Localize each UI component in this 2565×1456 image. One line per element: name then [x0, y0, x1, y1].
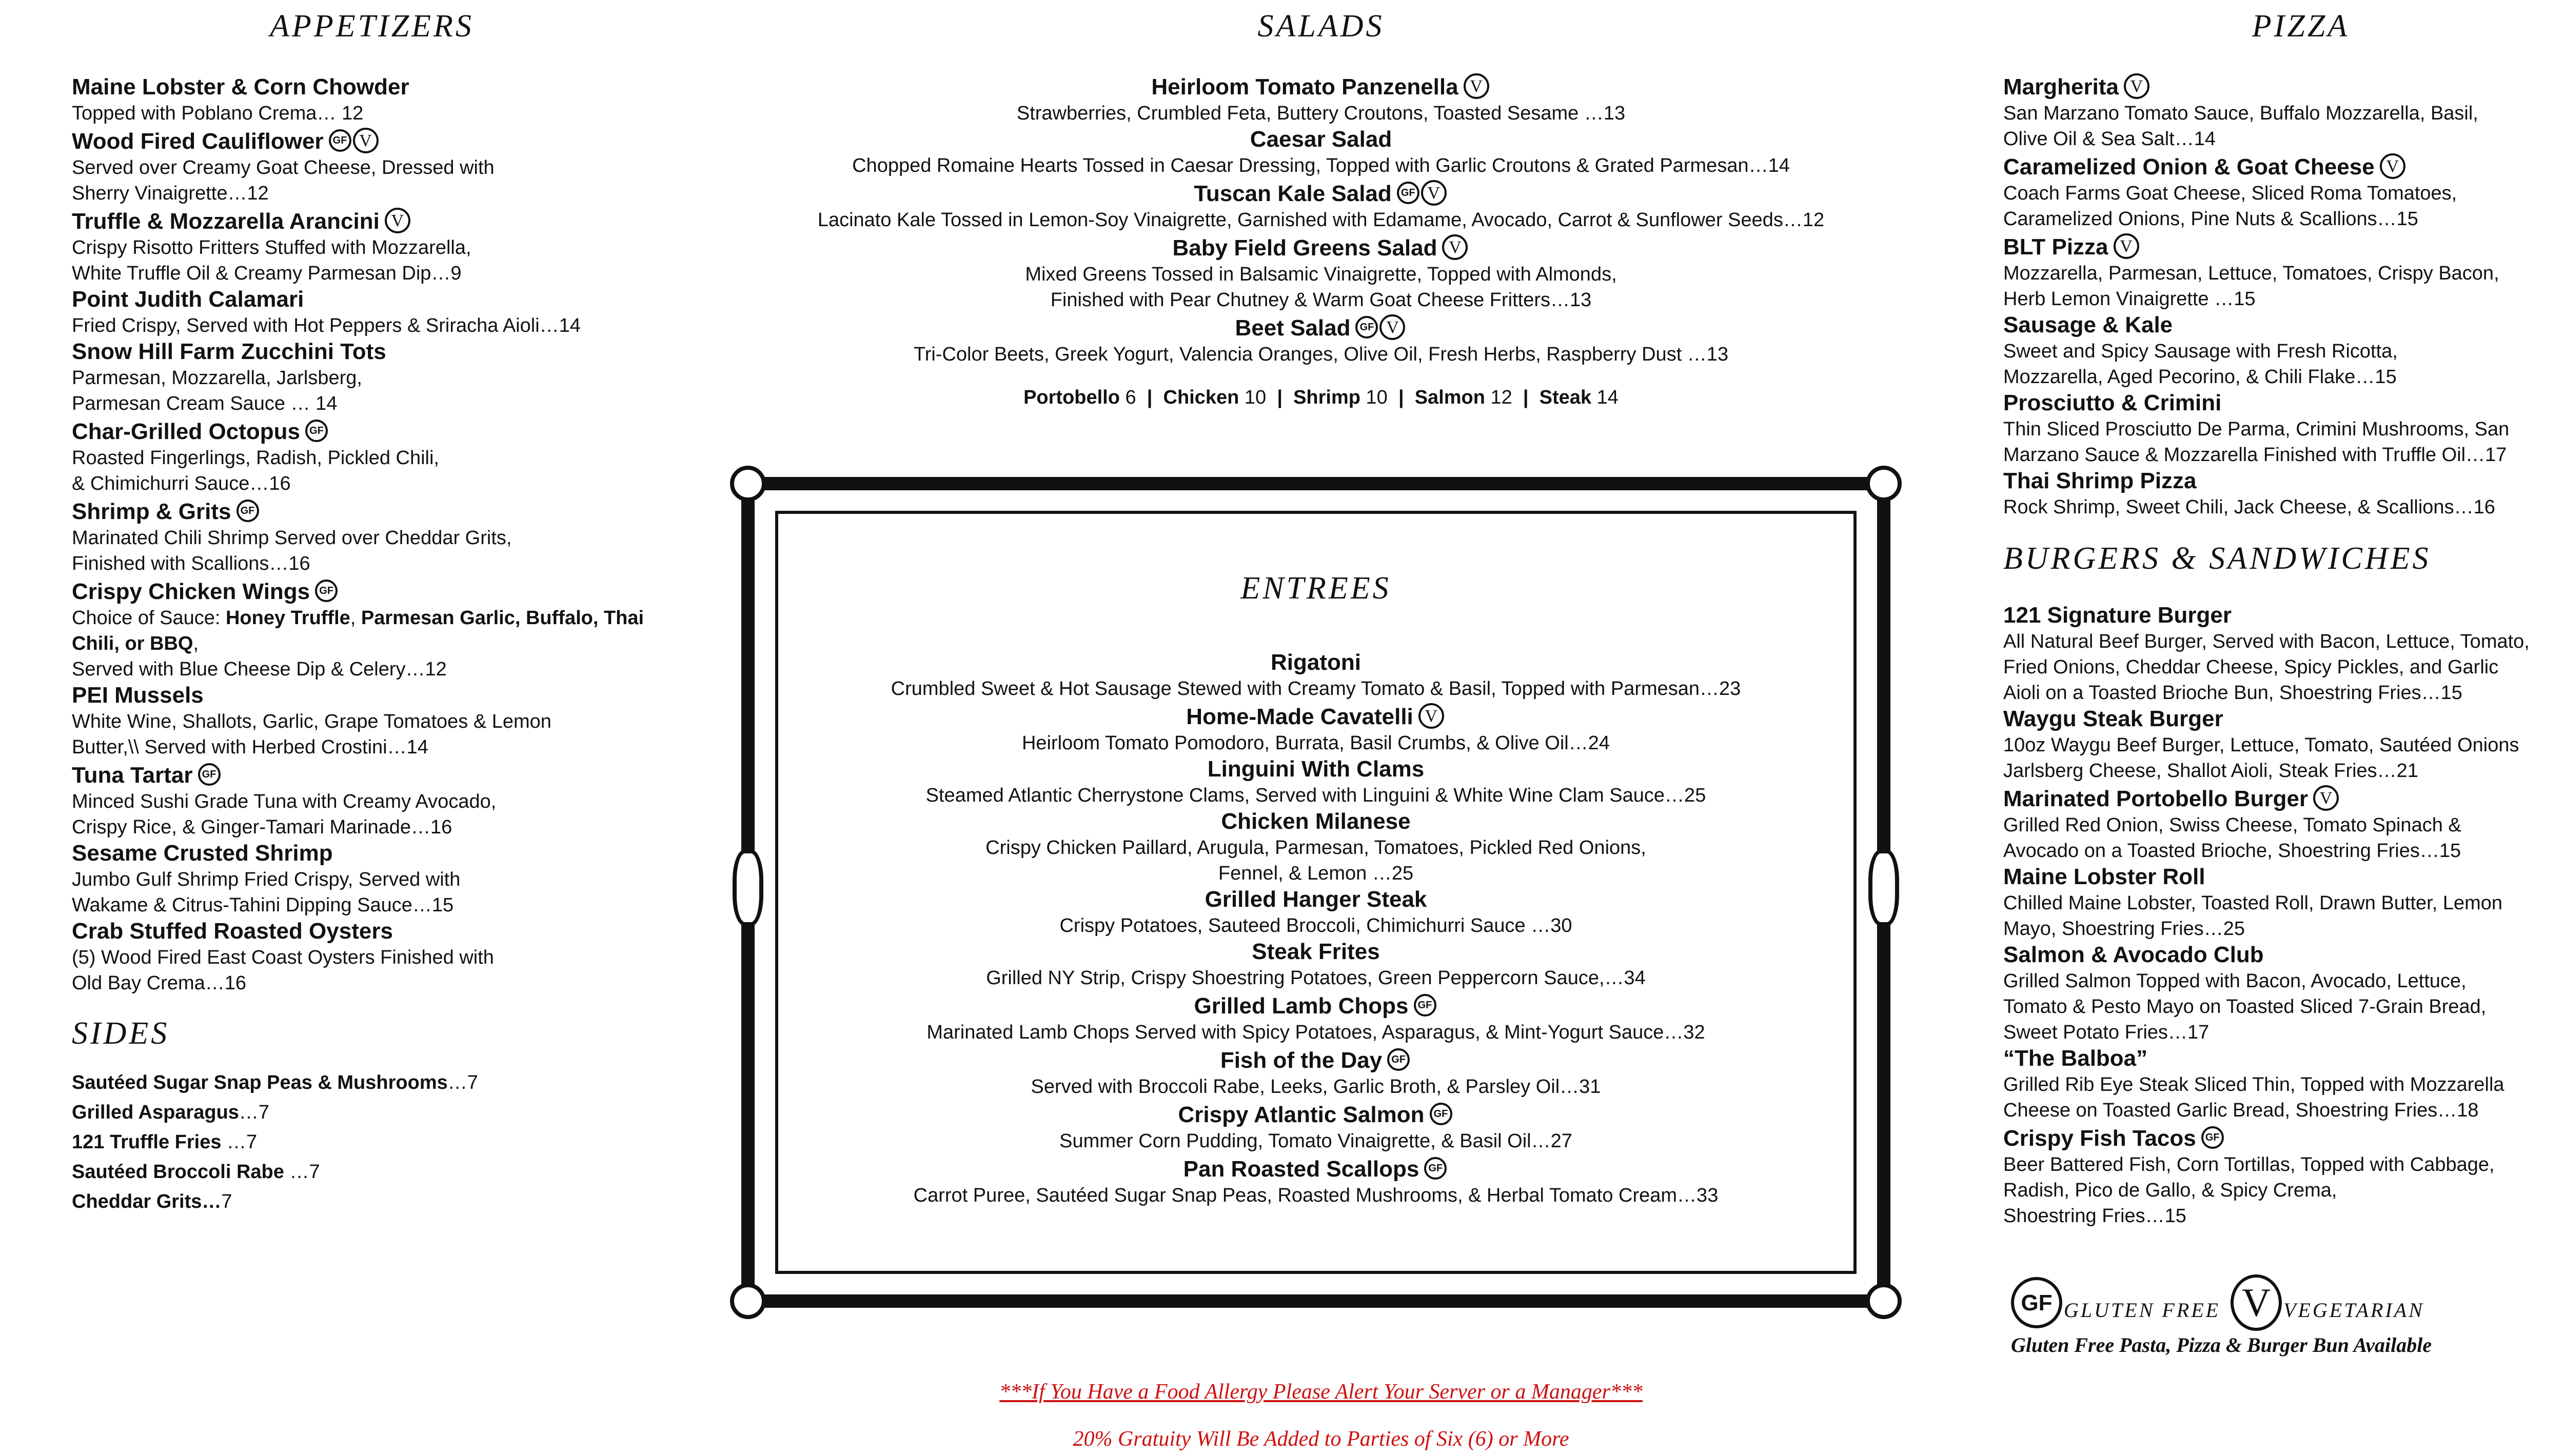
- side-item-name: Grilled Asparagus: [72, 1102, 239, 1123]
- menu-item-snow-hill-farm-zucchini-tots: [72, 338, 672, 416]
- menu-item-name: [755, 756, 1877, 783]
- menu-item-name: [2003, 152, 2565, 181]
- vegetarian-icon: V: [353, 128, 379, 153]
- legend-row: [2011, 1274, 2565, 1331]
- menu-item-crispy-fish-tacos: [2003, 1123, 2565, 1229]
- menu-item-title: Char-Grilled Octopus: [72, 419, 300, 444]
- menu-item-grilled-lamb-chops: [755, 991, 1877, 1045]
- vegetarian-icon: V: [2380, 153, 2405, 179]
- menu-item-description: Sweet and Spicy Sausage with Fresh Ricotta, Mozzarella, Aged Pecorino, & Chili Flake…15: [2003, 341, 2398, 388]
- side-item: [72, 1068, 672, 1098]
- menu-item-name: [2003, 232, 2565, 261]
- side-item-price: …7: [221, 1131, 258, 1153]
- menu-item-name: [2003, 72, 2565, 101]
- side-item-name: Sautéed Sugar Snap Peas & Mushrooms: [72, 1072, 448, 1093]
- side-item: [72, 1098, 672, 1127]
- entrees-title: ENTREES: [1240, 571, 1391, 606]
- menu-item-crab-stuffed-roasted-oysters: [72, 918, 672, 996]
- menu-item-name: [755, 886, 1877, 913]
- menu-item-description: Thin Sliced Prosciutto De Parma, Crimini Mushrooms, San Marzano Sauce & Mozzarella Finished with Truffle Oil…17: [2003, 418, 2510, 466]
- dietary-badges: [2124, 72, 2151, 99]
- vegetarian-icon: V: [2114, 233, 2139, 259]
- menu-item-pei-mussels: [72, 682, 672, 760]
- menu-item-caramelized-onion-goat-cheese: [2003, 152, 2565, 232]
- addon-space: [1360, 387, 1366, 408]
- menu-item-margherita: [2003, 72, 2565, 152]
- vegetarian-icon: V: [2124, 73, 2149, 99]
- menu-item-description: (5) Wood Fired East Coast Oysters Finished with Old Bay Crema…16: [72, 947, 494, 994]
- frame-corner-ornament: [730, 466, 766, 502]
- menu-item-name: [755, 702, 1877, 730]
- appetizers-title: APPETIZERS: [270, 9, 474, 44]
- side-item: [72, 1157, 672, 1187]
- burgers-title: BURGERS & SANDWICHES: [2003, 541, 2431, 576]
- menu-item-heirloom-tomato-panzenella: [739, 72, 1903, 126]
- menu-item-name: [739, 313, 1903, 342]
- menu-item-title: Sesame Crusted Shrimp: [72, 841, 333, 866]
- menu-item-name: [739, 126, 1903, 153]
- addon-separator: |: [1266, 387, 1294, 408]
- vegetarian-icon: V: [1418, 703, 1444, 729]
- menu-item-name: [72, 760, 672, 789]
- menu-item-crispy-atlantic-salmon: [755, 1100, 1877, 1154]
- menu-item-title: Truffle & Mozzarella Arancini: [72, 209, 380, 234]
- menu-item-rigatoni: [755, 649, 1877, 702]
- menu-item-blt-pizza: [2003, 232, 2565, 312]
- dietary-badges: [2380, 152, 2407, 179]
- menu-item-description: Carrot Puree, Sautéed Sugar Snap Peas, Roasted Mushrooms, & Herbal Tomato Cream…33: [913, 1185, 1719, 1206]
- menu-item-description: Crispy Chicken Paillard, Arugula, Parmesan, Tomatoes, Pickled Red Onions, Fennel, & Lemon …25: [985, 837, 1646, 884]
- menu-item-title: Sausage & Kale: [2003, 312, 2173, 337]
- gluten-free-label: GLUTEN FREE: [2064, 1299, 2221, 1322]
- menu-item-description: Marinated Lamb Chops Served with Spicy Potatoes, Asparagus, & Mint-Yogurt Sauce…32: [926, 1022, 1705, 1043]
- menu-item-title: Fish of the Day: [1220, 1048, 1383, 1073]
- vegetarian-icon: V: [1442, 234, 1468, 260]
- dietary-badges: [1414, 991, 1438, 1018]
- addon-name: Steak: [1539, 387, 1592, 408]
- menu-item-name: [2003, 390, 2565, 416]
- gratuity-notice: 20% Gratuity Will Be Added to Parties of Six (6) or More: [1073, 1427, 1569, 1451]
- menu-item-name: [72, 416, 672, 445]
- menu-item-title: Crispy Atlantic Salmon: [1178, 1102, 1425, 1127]
- sides-list: [72, 1068, 672, 1216]
- menu-item-linguini-with-clams: [755, 756, 1877, 808]
- menu-item-name: [72, 286, 672, 313]
- menu-item-title: Heirloom Tomato Panzenella: [1151, 74, 1458, 99]
- vegetarian-icon: V: [1464, 73, 1489, 99]
- menu-item-description: Parmesan, Mozzarella, Jarlsberg, Parmesan Cream Sauce … 14: [72, 367, 362, 414]
- middle-column: [739, 0, 1903, 409]
- addon-name: Portobello: [1023, 387, 1120, 408]
- vegetarian-icon: V: [385, 208, 410, 233]
- menu-item-grilled-hanger-steak: [755, 886, 1877, 939]
- gluten-free-icon: GF: [2201, 1126, 2224, 1149]
- menu-item-description: Served over Creamy Goat Cheese, Dressed with Sherry Vinaigrette…12: [72, 157, 495, 204]
- gluten-free-icon: GF: [315, 580, 338, 602]
- addon-name: Salmon: [1414, 387, 1485, 408]
- menu-item-sausage-kale: [2003, 312, 2565, 390]
- menu-item-title: Caesar Salad: [1250, 127, 1392, 152]
- menu-item-name: [2003, 602, 2565, 629]
- addon-price: 10: [1244, 387, 1267, 408]
- dietary-badges: [2201, 1123, 2225, 1150]
- frame-corner-ornament: [730, 1283, 766, 1319]
- dietary-badges: [305, 416, 329, 443]
- dietary-badges: [1464, 72, 1491, 99]
- menu-item-title: Tuscan Kale Salad: [1194, 181, 1392, 206]
- menu-item-fish-of-the-day: [755, 1045, 1877, 1100]
- menu-item-name: [72, 338, 672, 365]
- menu-item-description: Coach Farms Goat Cheese, Sliced Roma Tomatoes, Caramelized Onions, Pine Nuts & Scallions…15: [2003, 183, 2457, 230]
- menu-item-title: Baby Field Greens Salad: [1172, 235, 1437, 261]
- addon-price: 12: [1490, 387, 1512, 408]
- dietary-badges: [1387, 1045, 1411, 1072]
- menu-item-description: Beer Battered Fish, Corn Tortillas, Topped with Cabbage, Radish, Pico de Gallo, & Spicy Crema, Shoestring Fries…15: [2003, 1154, 2495, 1227]
- dietary-legend: [2011, 1274, 2565, 1357]
- side-item-price: 7: [221, 1191, 232, 1212]
- side-item: [72, 1187, 672, 1216]
- menu-item-title: Shrimp & Grits: [72, 499, 231, 524]
- menu-item-description: Crumbled Sweet & Hot Sausage Stewed with Creamy Tomato & Basil, Topped with Parmesan…23: [891, 678, 1741, 700]
- menu-item-home-made-cavatelli: [755, 702, 1877, 756]
- description-text: Choice of Sauce:: [72, 607, 226, 629]
- addon-price: 14: [1596, 387, 1619, 408]
- menu-item-name: [755, 1154, 1877, 1183]
- sauce-option: Parmesan Garlic, Buffalo, Thai Chili, or BBQ: [72, 607, 644, 654]
- dietary-badges: [315, 576, 339, 603]
- menu-item-title: Caramelized Onion & Goat Cheese: [2003, 154, 2375, 179]
- menu-item-title: Grilled Hanger Steak: [1205, 887, 1427, 912]
- menu-item-shrimp-grits: [72, 496, 672, 576]
- addon-space: [1591, 387, 1597, 408]
- menu-item-sesame-crusted-shrimp: [72, 840, 672, 918]
- menu-item-title: Waygu Steak Burger: [2003, 706, 2223, 731]
- gluten-free-icon: GF: [1355, 316, 1378, 338]
- menu-item-name: [2003, 312, 2565, 338]
- allergy-notice: ***If You Have a Food Allergy Please Alert Your Server or a Manager***: [999, 1380, 1643, 1404]
- menu-item-title: PEI Mussels: [72, 683, 204, 708]
- menu-item-name: [755, 1045, 1877, 1074]
- menu-item-description: Fried Crispy, Served with Hot Peppers & Sriracha Aioli…14: [72, 315, 581, 336]
- side-item-name: Sautéed Broccoli Rabe: [72, 1161, 284, 1183]
- menu-item-name: [755, 649, 1877, 676]
- menu-item-chicken-milanese: [755, 808, 1877, 886]
- menu-item-name: [72, 576, 672, 605]
- menu-item-description: Mixed Greens Tossed in Balsamic Vinaigrette, Topped with Almonds, Finished with Pear Chutney & Warm Goat Cheese Fritters…13: [1025, 264, 1617, 311]
- menu-item-title: Linguini With Clams: [1207, 756, 1425, 782]
- addon-space: [1120, 387, 1126, 408]
- menu-item-description: Crispy Risotto Fritters Stuffed with Mozzarella, White Truffle Oil & Creamy Parmesan Dip…9: [72, 237, 471, 284]
- gluten-free-icon: GF: [1397, 182, 1419, 204]
- menu-item-title: Snow Hill Farm Zucchini Tots: [72, 339, 386, 364]
- sides-title: SIDES: [72, 1016, 170, 1051]
- addon-name: Shrimp: [1293, 387, 1360, 408]
- menu-item-description: Steamed Atlantic Cherrystone Clams, Served with Linguini & White Wine Clam Sauce…25: [925, 785, 1706, 806]
- side-item-price: …7: [447, 1072, 478, 1093]
- menu-item-description: Chilled Maine Lobster, Toasted Roll, Drawn Butter, Lemon Mayo, Shoestring Fries…25: [2003, 892, 2503, 940]
- menu-item-steak-frites: [755, 939, 1877, 991]
- menu-item-description: San Marzano Tomato Sauce, Buffalo Mozzarella, Basil, Olive Oil & Sea Salt…14: [2003, 103, 2478, 150]
- menu-item-the-balboa: [2003, 1045, 2565, 1123]
- frame-corner-ornament: [1866, 466, 1902, 502]
- menu-item-description: Grilled Red Onion, Swiss Cheese, Tomato Spinach & Avocado on a Toasted Brioche, Shoestring Fries…15: [2003, 814, 2461, 862]
- side-item-name: 121 Truffle Fries: [72, 1131, 222, 1153]
- menu-item-name: [2003, 1045, 2565, 1072]
- dietary-badges: [385, 206, 412, 233]
- gluten-free-icon: GF: [2011, 1277, 2062, 1328]
- menu-item-name: [72, 126, 672, 155]
- sauce-option: Honey Truffle: [225, 607, 350, 629]
- menu-item-title: Salmon & Avocado Club: [2003, 942, 2264, 967]
- side-item-price: …7: [284, 1161, 320, 1183]
- menu-item-beet-salad: [739, 313, 1903, 367]
- menu-item-description: Lacinato Kale Tossed in Lemon-Soy Vinaigrette, Garnished with Edamame, Avocado, Carrot & Sunflower Seeds…12: [817, 209, 1825, 231]
- dietary-badges: [198, 760, 222, 787]
- description-text: ,: [350, 607, 361, 629]
- menu-item-tuscan-kale-salad: [739, 178, 1903, 233]
- menu-item-title: Home-Made Cavatelli: [1186, 704, 1413, 729]
- menu-item-point-judith-calamari: [72, 286, 672, 338]
- left-column: [72, 0, 672, 1216]
- dietary-badges: [1418, 702, 1446, 729]
- menu-item-description: Served with Broccoli Rabe, Leeks, Garlic Broth, & Parsley Oil…31: [1031, 1076, 1601, 1098]
- gluten-free-icon: GF: [1414, 994, 1436, 1016]
- menu-item-marinated-portobello-burger: [2003, 784, 2565, 864]
- salads-list: [739, 72, 1903, 367]
- vegetarian-icon: V: [2231, 1274, 2282, 1331]
- menu-item-description: Roasted Fingerlings, Radish, Pickled Chili, & Chimichurri Sauce…16: [72, 447, 439, 494]
- menu-item-salmon-avocado-club: [2003, 942, 2565, 1045]
- menu-item-prosciutto-crimini: [2003, 390, 2565, 468]
- menu-item-wood-fired-cauliflower: [72, 126, 672, 206]
- menu-item-title: Marinated Portobello Burger: [2003, 786, 2308, 811]
- menu-item-title: BLT Pizza: [2003, 234, 2108, 260]
- menu-item-name: [2003, 1123, 2565, 1152]
- menu-item-title: Maine Lobster & Corn Chowder: [72, 74, 409, 99]
- menu-item-description: Grilled Salmon Topped with Bacon, Avocado, Lettuce, Tomato & Pesto Mayo on Toasted Sliced 7-Grain Bread, Sweet Potato Fries…17: [2003, 970, 2487, 1043]
- dietary-badges: [1397, 178, 1448, 206]
- menu-item-description: Grilled NY Strip, Crispy Shoestring Potatoes, Green Peppercorn Sauce,…34: [986, 967, 1646, 989]
- menu-item-title: 121 Signature Burger: [2003, 603, 2232, 628]
- gluten-free-icon: GF: [305, 420, 328, 442]
- salads-title: SALADS: [1257, 9, 1385, 44]
- gluten-free-icon: GF: [236, 500, 259, 522]
- addon-space: [1485, 387, 1491, 408]
- menu-item-name: [72, 840, 672, 867]
- menu-item-description: Grilled Rib Eye Steak Sliced Thin, Topped with Mozzarella Cheese on Toasted Garlic Bread, Shoestring Fries…18: [2003, 1074, 2504, 1121]
- menu-item-name: [739, 233, 1903, 262]
- menu-item-name: [2003, 468, 2565, 494]
- menu-item-title: Beet Salad: [1235, 315, 1351, 341]
- menu-item-title: Margherita: [2003, 74, 2119, 99]
- gluten-free-note: Gluten Free Pasta, Pizza & Burger Bun Available: [2011, 1333, 2432, 1357]
- menu-item-name: [72, 496, 672, 525]
- dietary-badges: [1424, 1154, 1448, 1181]
- menu-item-description: Strawberries, Crumbled Feta, Buttery Croutons, Toasted Sesame …13: [1016, 103, 1626, 124]
- side-item: [72, 1127, 672, 1157]
- vegetarian-label: VEGETARIAN: [2283, 1299, 2424, 1322]
- menu-item-name: [2003, 864, 2565, 890]
- menu-item-title: Prosciutto & Crimini: [2003, 390, 2222, 415]
- dietary-badges: [1442, 233, 1469, 260]
- pizza-title: PIZZA: [2252, 9, 2350, 44]
- entrees-section: [755, 572, 1877, 1208]
- menu-item-description: Chopped Romaine Hearts Tossed in Caesar Dressing, Topped with Garlic Croutons & Grated Parmesan…14: [852, 155, 1790, 176]
- menu-item-title: Maine Lobster Roll: [2003, 864, 2205, 889]
- addon-space: [1239, 387, 1245, 408]
- menu-item-name: [755, 1100, 1877, 1128]
- vegetarian-icon: V: [2313, 785, 2339, 811]
- menu-item-name: [755, 939, 1877, 965]
- menu-item-name: [2003, 942, 2565, 968]
- addon-price: 10: [1366, 387, 1388, 408]
- dietary-badges: [236, 496, 261, 523]
- addon-separator: |: [1387, 387, 1415, 408]
- side-item-name: Cheddar Grits…: [72, 1191, 222, 1212]
- vegetarian-icon: V: [1379, 314, 1405, 340]
- pizza-list: [2003, 72, 2565, 520]
- menu-item-description: Marinated Chili Shrimp Served over Cheddar Grits, Finished with Scallions…16: [72, 527, 512, 574]
- gluten-free-icon: GF: [1387, 1048, 1410, 1071]
- description-text: , Served with Blue Cheese Dip & Celery…12: [72, 633, 447, 680]
- menu-item-title: Thai Shrimp Pizza: [2003, 468, 2197, 493]
- dietary-badges: [329, 126, 380, 153]
- menu-item-name: [755, 808, 1877, 835]
- menu-item-pan-roasted-scallops: [755, 1154, 1877, 1208]
- menu-item-title: Pan Roasted Scallops: [1183, 1156, 1419, 1182]
- dietary-badges: [2313, 784, 2340, 811]
- menu-item-name: [739, 178, 1903, 207]
- menu-item-title: Tuna Tartar: [72, 763, 193, 788]
- gluten-free-icon: GF: [1430, 1103, 1452, 1125]
- menu-item-description: [72, 605, 672, 682]
- menu-item-title: Crispy Chicken Wings: [72, 579, 310, 604]
- gluten-free-icon: GF: [1424, 1157, 1447, 1180]
- menu-item-description: All Natural Beef Burger, Served with Bacon, Lettuce, Tomato, Fried Onions, Cheddar Cheese, Spicy Pickles, and Garlic Aioli on a Toasted Brioche Bun, Shoestring Fries…15: [2003, 631, 2530, 704]
- dietary-badges: [1430, 1100, 1454, 1126]
- menu-item-title: Grilled Lamb Chops: [1194, 993, 1409, 1019]
- addon-name: Chicken: [1163, 387, 1239, 408]
- side-item-price: …7: [239, 1102, 270, 1123]
- menu-item-title: Steak Frites: [1252, 939, 1380, 964]
- menu-item-description: Heirloom Tomato Pomodoro, Burrata, Basil Crumbs, & Olive Oil…24: [1021, 732, 1610, 754]
- menu-item-title: Crispy Fish Tacos: [2003, 1126, 2196, 1151]
- menu-item-description: Tri-Color Beets, Greek Yogurt, Valencia Oranges, Olive Oil, Fresh Herbs, Raspberry Dust …13: [913, 344, 1729, 365]
- menu-item-name: [72, 206, 672, 235]
- addon-separator: |: [1512, 387, 1540, 408]
- menu-item-caesar-salad: [739, 126, 1903, 178]
- menu-item-truffle-mozzarella-arancini: [72, 206, 672, 286]
- menu-item-name: [2003, 706, 2565, 732]
- menu-item-description: White Wine, Shallots, Garlic, Grape Tomatoes & Lemon Butter,\\ Served with Herbed Crostini…14: [72, 711, 551, 758]
- menu-item-description: Mozzarella, Parmesan, Lettuce, Tomatoes, Crispy Bacon, Herb Lemon Vinaigrette …15: [2003, 263, 2499, 310]
- menu-item-121-signature-burger: [2003, 602, 2565, 706]
- menu-item-title: “The Balboa”: [2003, 1046, 2148, 1071]
- menu-item-title: Rigatoni: [1271, 650, 1361, 675]
- menu-item-thai-shrimp-pizza: [2003, 468, 2565, 520]
- menu-item-description: Summer Corn Pudding, Tomato Vinaigrette, & Basil Oil…27: [1059, 1130, 1572, 1152]
- menu-item-title: Wood Fired Cauliflower: [72, 129, 324, 154]
- appetizers-list: [72, 74, 672, 996]
- addon-price: 6: [1125, 387, 1136, 408]
- menu-item-baby-field-greens-salad: [739, 233, 1903, 313]
- menu-item-title: Chicken Milanese: [1221, 809, 1411, 834]
- menu-item-waygu-steak-burger: [2003, 706, 2565, 784]
- menu-item-description: Jumbo Gulf Shrimp Fried Crispy, Served with Wakame & Citrus-Tahini Dipping Sauce…15: [72, 869, 461, 916]
- menu-item-title: Point Judith Calamari: [72, 287, 304, 312]
- menu-item-description: 10oz Waygu Beef Burger, Lettuce, Tomato, Sautéed Onions Jarlsberg Cheese, Shallot Aioli, Steak Fries…21: [2003, 734, 2519, 782]
- dietary-badges: [2114, 232, 2141, 259]
- addon-separator: |: [1136, 387, 1163, 408]
- menu-item-tuna-tartar: [72, 760, 672, 840]
- menu-item-description: Rock Shrimp, Sweet Chili, Jack Cheese, & Scallions…16: [2003, 496, 2495, 518]
- menu-item-description: Topped with Poblano Crema… 12: [72, 103, 364, 124]
- menu-item-name: [739, 72, 1903, 101]
- menu-item-maine-lobster-corn-chowder: [72, 74, 672, 126]
- menu-item-description: Crispy Potatoes, Sauteed Broccoli, Chimichurri Sauce …30: [1059, 915, 1572, 936]
- entrees-frame: [741, 477, 1890, 1308]
- right-column: [2003, 0, 2565, 1229]
- menu-item-char-grilled-octopus: [72, 416, 672, 496]
- menu-item-name: [755, 991, 1877, 1020]
- menu-item-maine-lobster-roll: [2003, 864, 2565, 942]
- salad-addons: [739, 387, 1903, 409]
- menu-item-title: Crab Stuffed Roasted Oysters: [72, 919, 393, 944]
- gluten-free-icon: GF: [329, 129, 351, 152]
- menu-item-crispy-chicken-wings: [72, 576, 672, 682]
- menu-item-name: [72, 918, 672, 945]
- menu-item-name: [2003, 784, 2565, 812]
- menu-item-description: Minced Sushi Grade Tuna with Creamy Avocado, Crispy Rice, & Ginger-Tamari Marinade…16: [72, 791, 497, 838]
- vegetarian-icon: V: [1421, 180, 1447, 206]
- dietary-badges: [1355, 313, 1407, 340]
- entrees-list: [755, 649, 1877, 1208]
- menu-item-name: [72, 74, 672, 101]
- burgers-list: [2003, 602, 2565, 1229]
- frame-corner-ornament: [1866, 1283, 1902, 1319]
- gluten-free-icon: GF: [198, 763, 221, 786]
- menu-item-name: [72, 682, 672, 709]
